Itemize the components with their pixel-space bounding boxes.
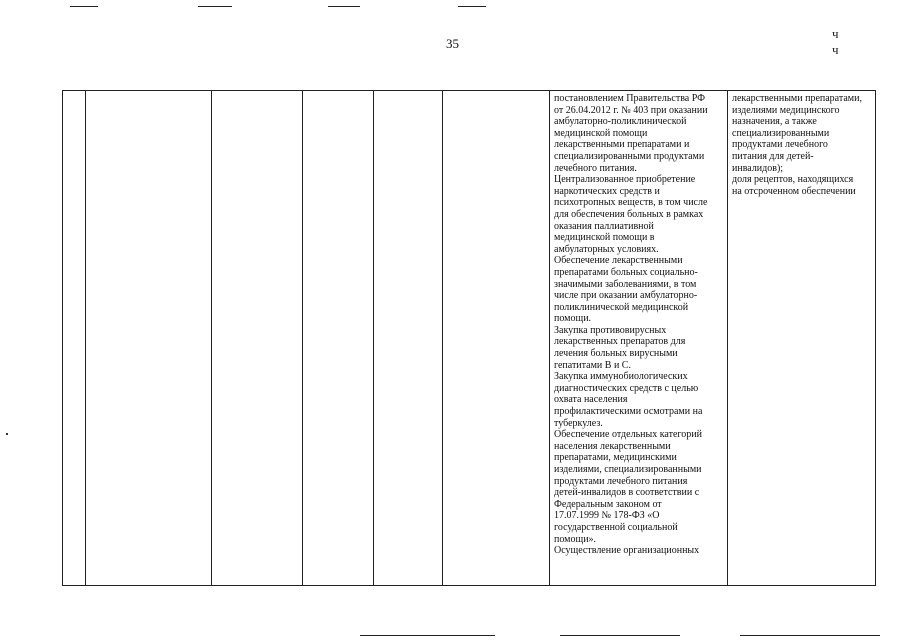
bottom-scan-line <box>360 635 495 636</box>
table-column-divider <box>549 91 550 585</box>
table-cell-indicators: лекарственными препаратами, изделиями медицинского назначения, а также специализированными продуктами лечебного питания для детей- инвалидов); доля рецептов, находящихся на отсроченном обеспечении <box>732 93 862 197</box>
margin-dot <box>6 433 8 435</box>
table-column-divider <box>373 91 374 585</box>
document-table <box>62 90 876 586</box>
top-scan-line <box>70 6 98 7</box>
bottom-scan-line <box>740 635 880 636</box>
table-column-divider <box>727 91 728 585</box>
corner-marks: ч ч <box>832 26 859 57</box>
table-column-divider <box>85 91 86 585</box>
top-scan-line <box>458 6 486 7</box>
bottom-scan-line <box>560 635 680 636</box>
top-scan-line <box>328 6 360 7</box>
table-column-divider <box>442 91 443 585</box>
page-number: 35 <box>446 36 459 51</box>
top-scan-line <box>198 6 232 7</box>
table-cell-activities: постановлением Правительства РФ от 26.04.2012 г. № 403 при оказании амбулаторно-поликлинической медицинской помощи лекарственными препаратами и специализированными продуктами лечебного питания. Централизованное приобретение наркотических средств и психотропных веществ, в том числе для обеспечения больных в рамках оказания паллиативной медицинской помощи в амбулаторных условиях. Обеспечение лекарственными препаратами больных социально- значимыми заболеваниями, в том числе при оказании амбулаторно- поликлинической медицинской помощи. Закупка противовирусных лекарственных препаратов для лечения больных вирусными гепатитами В и С. Закупка иммунобиологических диагностических средств с целью охвата населения профилактическими осмотрами на туберкулез. Обеспечение отдельных категорий населения лекарственными препаратами, медицинскими изделиями, специализированными продуктами лечебного питания детей-инвалидов в соответствии с Федеральным законом от 17.07.1999 № 178-ФЗ «О государственной социальной помощи». Осуществление организационных <box>554 93 708 557</box>
table-column-divider <box>302 91 303 585</box>
table-column-divider <box>211 91 212 585</box>
